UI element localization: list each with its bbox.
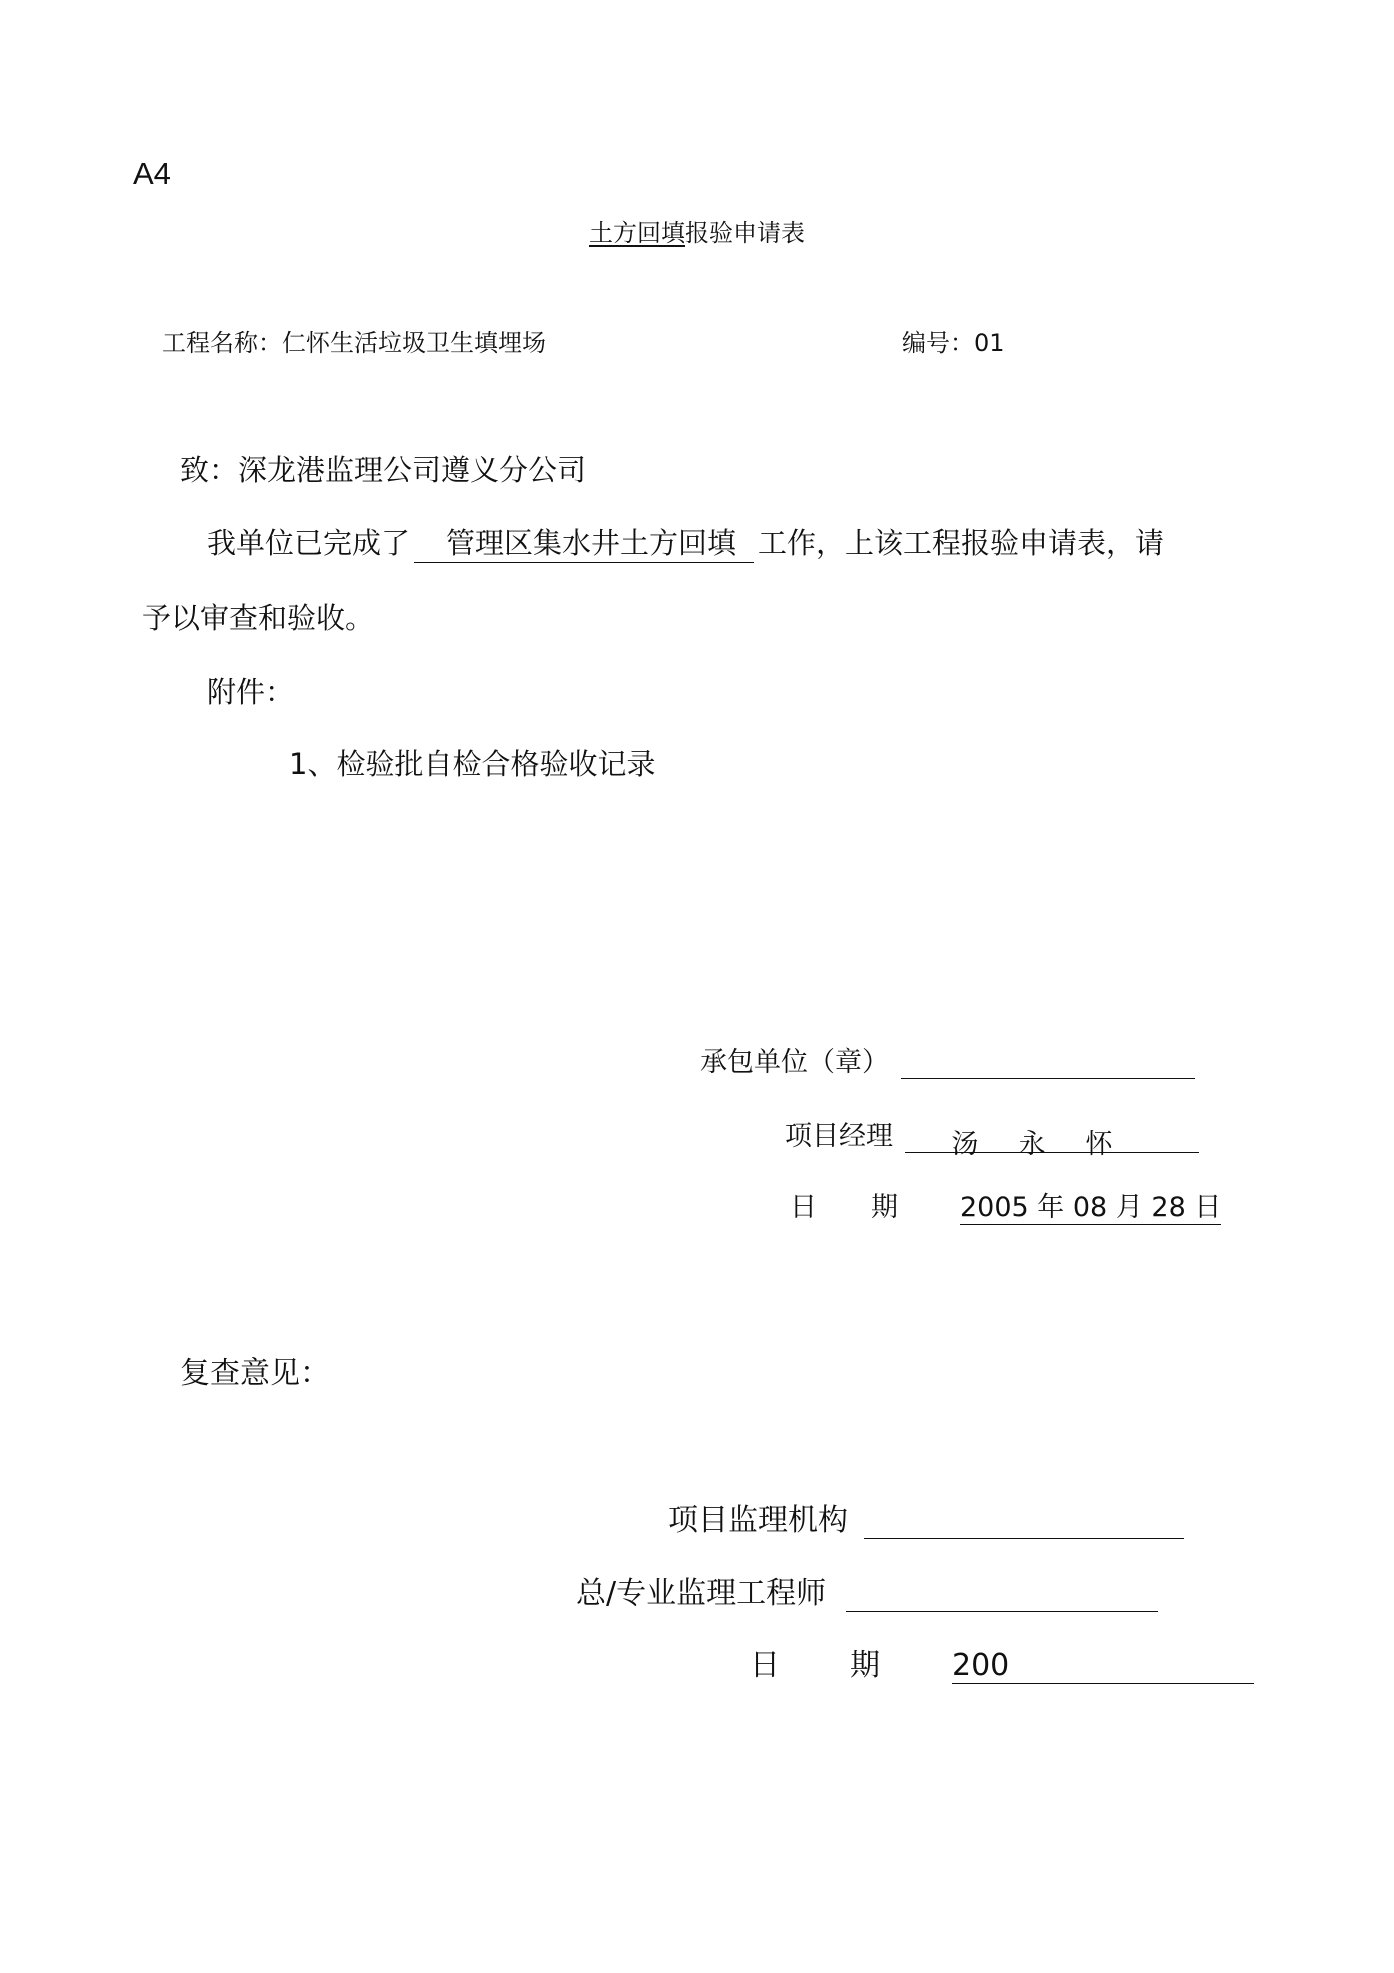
form-title-rest: 报验申请表 [685, 219, 805, 247]
supervision-agency-field [864, 1506, 1184, 1539]
attachment-item: 1、检验批自检合格验收记录 [289, 747, 656, 781]
contractor-date-row [790, 1185, 1221, 1225]
form-number-row [902, 323, 1005, 358]
contractor-date-label: 日期 [790, 1192, 952, 1223]
review-opinion-label: 复查意见： [180, 1356, 330, 1391]
project-name-label: 工程名称： [162, 329, 282, 357]
body-suffix: 工作，上该工程报验申请表，请 [758, 526, 1165, 560]
supervision-engineer-field [846, 1579, 1158, 1612]
supervision-engineer-row [576, 1568, 1158, 1612]
form-number-label: 编号： [902, 329, 974, 357]
form-title-underlined: 土方回填 [589, 219, 685, 247]
form-title [0, 213, 1394, 248]
project-name-row [162, 323, 546, 358]
review-date-value: 200 [952, 1648, 1254, 1684]
supervision-agency-label: 项目监理机构 [668, 1503, 848, 1538]
project-manager-label: 项目经理 [785, 1121, 893, 1152]
addressee: 致：深龙港监理公司遵义分公司 [180, 453, 587, 487]
contractor-date-value: 2005 年 08 月 28 日 [960, 1185, 1221, 1225]
review-date-label: 日期 [750, 1648, 950, 1683]
contractor-unit-row [700, 1040, 1195, 1079]
body-line-1 [207, 521, 1164, 563]
project-manager-field: 汤永怀 [905, 1122, 1199, 1153]
work-item-field: 管理区集水井土方回填 [414, 521, 754, 563]
attachments-label: 附件： [207, 675, 295, 709]
project-manager-row [785, 1114, 1199, 1160]
body-prefix: 我单位已完成了 [207, 526, 411, 560]
contractor-unit-label: 承包单位（章） [700, 1047, 889, 1078]
contractor-unit-field [901, 1048, 1195, 1079]
form-number-value: 01 [974, 329, 1005, 357]
body-line-2: 予以审查和验收。 [142, 601, 375, 635]
review-date-row [750, 1640, 1254, 1684]
project-name-value: 仁怀生活垃圾卫生填埋场 [282, 329, 546, 357]
form-code: A4 [133, 156, 171, 191]
supervision-engineer-label: 总/专业监理工程师 [576, 1576, 827, 1611]
supervision-agency-row [668, 1495, 1184, 1539]
